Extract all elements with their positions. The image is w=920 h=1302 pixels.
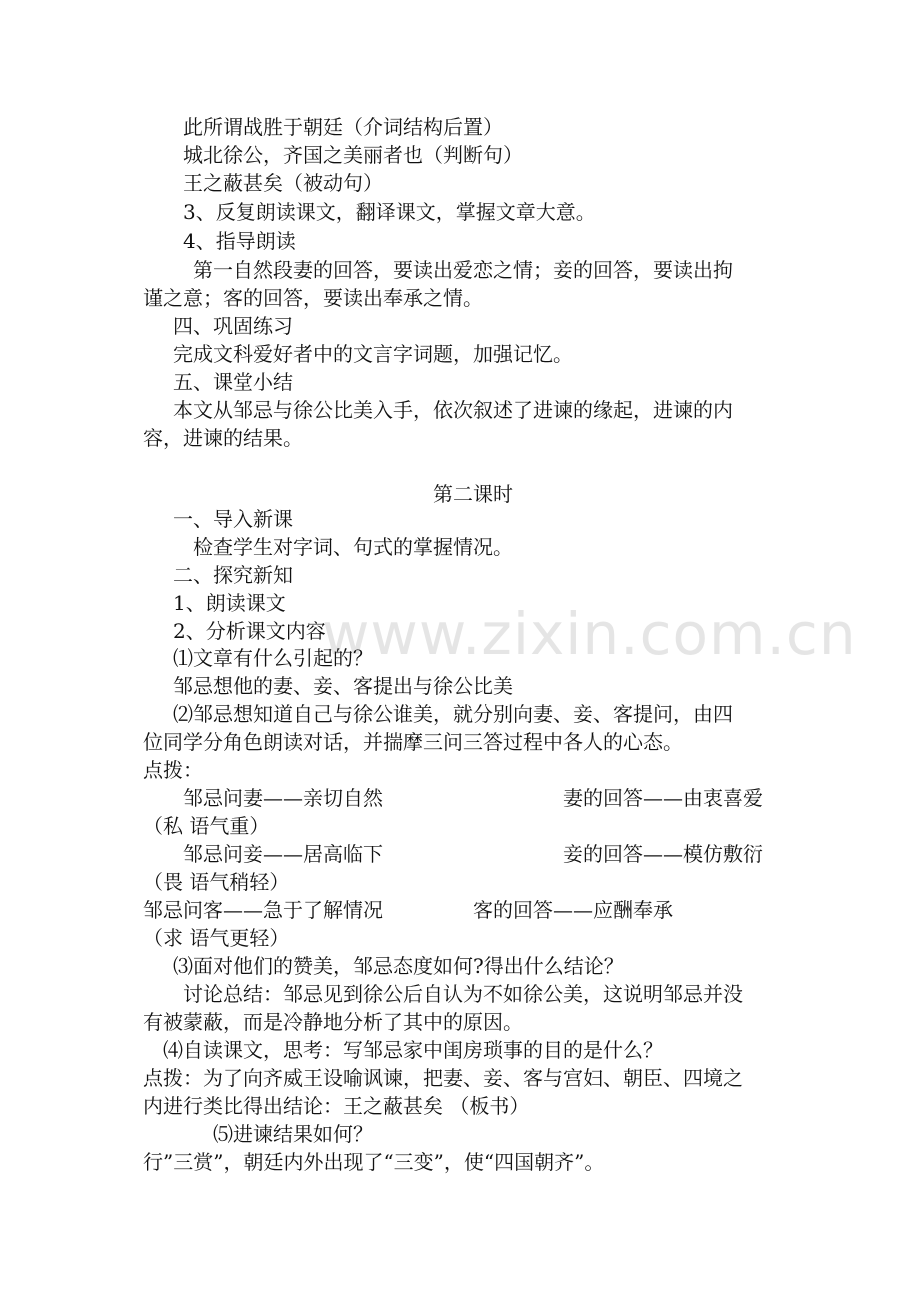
- text-line: 四、巩固练习: [173, 314, 293, 338]
- text-line: （畏 语气稍轻）: [143, 870, 290, 894]
- text-line: 有被蒙蔽，而是冷静地分析了其中的原因。: [143, 1010, 523, 1034]
- text-line: 内进行类比得出结论：王之蔽甚矣 （板书）: [143, 1094, 530, 1118]
- text-line: 3、反复朗读课文，翻译课文，掌握文章大意。: [183, 200, 596, 224]
- section-heading: 第二课时: [433, 482, 513, 506]
- text-line: 检查学生对字词、句式的掌握情况。: [193, 535, 513, 559]
- text-line: 妻的回答——由衷喜爱: [563, 786, 763, 810]
- text-line: 点拨：: [143, 758, 203, 782]
- text-line: 行”三赏”，朝廷内外出现了“三变”，使“四国朝齐”。: [143, 1150, 605, 1174]
- text-line: 妾的回答——模仿敷衍: [563, 842, 763, 866]
- text-line: ⑶面对他们的赞美，邹忌态度如何?得出什么结论？: [173, 954, 624, 978]
- text-line: 容，进谏的结果。: [143, 426, 303, 450]
- text-line: 点拨：为了向齐威王设喻讽谏，把妻、妾、客与宫妇、朝臣、四境之: [143, 1066, 743, 1090]
- text-line: 完成文科爱好者中的文言字词题，加强记忆。: [173, 342, 573, 366]
- text-line: 五、课堂小结: [173, 370, 293, 394]
- watermark-text: www.zixin.com.cn: [322, 600, 857, 668]
- text-line: ⑴文章有什么引起的？: [173, 646, 373, 670]
- text-line: 讨论总结：邹忌见到徐公后自认为不如徐公美，这说明邹忌并没: [183, 982, 743, 1006]
- text-line: 本文从邹忌与徐公比美入手，依次叙述了进谏的缘起，进谏的内: [173, 398, 733, 422]
- text-line: 二、探究新知: [173, 563, 293, 587]
- text-line: 邹忌问客——急于了解情况: [143, 898, 383, 922]
- text-line: 第一自然段妻的回答，要读出爱恋之情；妾的回答，要读出拘: [193, 258, 733, 282]
- text-line: 2、分析课文内容: [173, 619, 326, 643]
- text-line: 邹忌问妾——居高临下: [183, 842, 383, 866]
- text-line: 城北徐公，齐国之美丽者也（判断句）: [183, 143, 523, 167]
- text-line: 客的回答——应酬奉承: [473, 898, 673, 922]
- text-line: 一、导入新课: [173, 507, 293, 531]
- text-line: ⑸进谏结果如何？: [213, 1122, 373, 1146]
- text-line: （私 语气重）: [143, 814, 270, 838]
- text-line: 4、指导朗读: [183, 229, 296, 253]
- text-line: 位同学分角色朗读对话，并揣摩三问三答过程中各人的心态。: [143, 730, 683, 754]
- text-line: 此所谓战胜于朝廷（介词结构后置）: [183, 115, 503, 139]
- text-line: 邹忌问妻——亲切自然: [183, 786, 383, 810]
- text-line: 谨之意；客的回答，要读出奉承之情。: [143, 286, 483, 310]
- text-line: ⑵邹忌想知道自己与徐公谁美，就分别向妻、妾、客提问，由四: [173, 702, 733, 726]
- text-line: 邹忌想他的妻、妾、客提出与徐公比美: [173, 674, 513, 698]
- text-line: 王之蔽甚矣（被动句）: [183, 171, 383, 195]
- text-line: 1、朗读课文: [173, 591, 286, 615]
- text-line: （求 语气更轻）: [143, 926, 290, 950]
- text-line: ⑷自读课文，思考：写邹忌家中闺房琐事的目的是什么？: [163, 1038, 663, 1062]
